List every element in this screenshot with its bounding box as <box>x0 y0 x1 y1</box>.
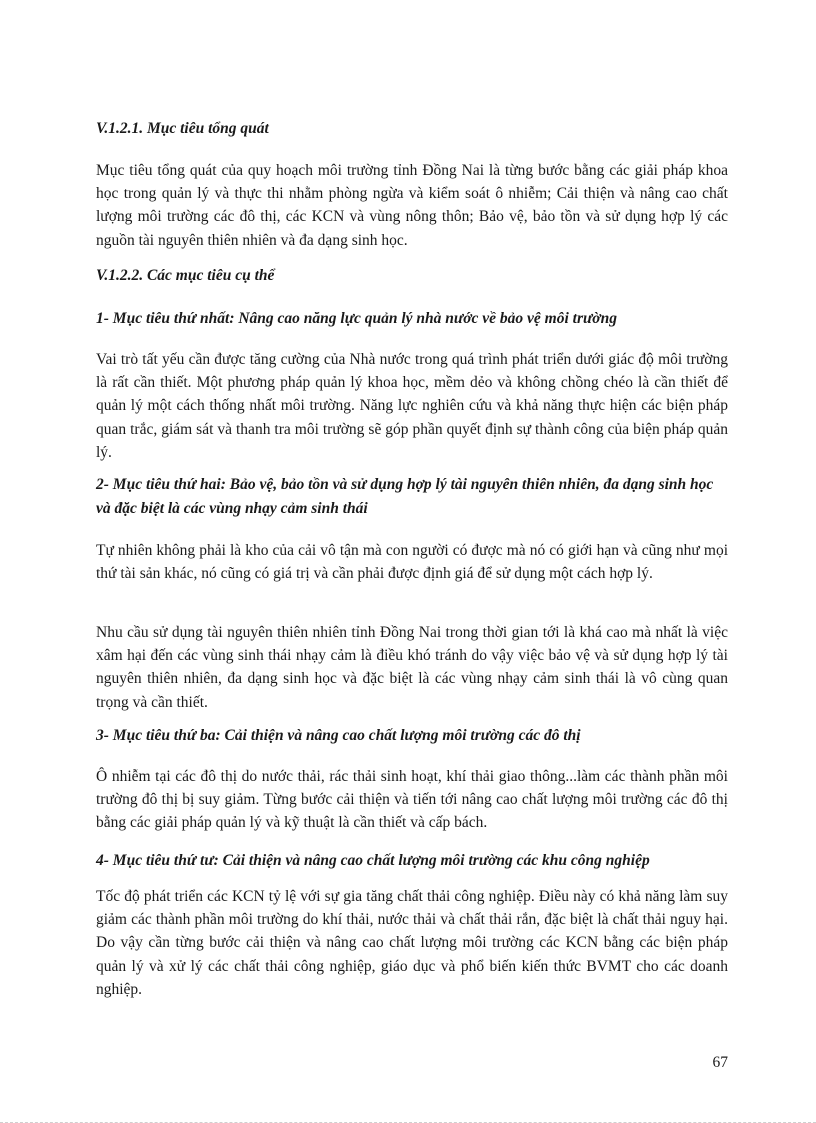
paragraph-objective-3: Ô nhiễm tại các đô thị do nước thải, rác thải sinh hoạt, khí thải giao thông...làm các thành phần môi trường đô thị bị suy giảm. Từng bước cải thiện và tiến tới nâng cao chất lượng môi trường các đô thị bằng các giải pháp quản lý và kỹ thuật là cần thiết và cấp bách. <box>96 768 728 832</box>
objective-heading-4: 4- Mục tiêu thứ tư: Cải thiện và nâng cao chất lượng môi trường các khu công nghiệp <box>96 852 650 869</box>
paragraph-objective-4: Tốc độ phát triển các KCN tỷ lệ với sự gia tăng chất thải công nghiệp. Điều này có khả năng làm suy giảm các thành phần môi trường do khí thải, nước thải và chất thải rắn, đặc biệt là chất thải nguy hại. Do vậy cần từng bước cải thiện và nâng cao chất lượng môi trường các KCN bằng các biện pháp quản lý và xử lý các chất thải công nghiệp, giáo dục và phổ biến kiến thức BVMT cho các doanh nghiệp. <box>96 888 728 998</box>
objective-heading-2: 2- Mục tiêu thứ hai: Bảo vệ, bảo tồn và sử dụng hợp lý tài nguyên thiên nhiên, đa dạng sinh học và đặc biệt là các vùng nhạy cảm sinh thái <box>96 476 714 517</box>
objective-heading-1: 1- Mục tiêu thứ nhất: Nâng cao năng lực quản lý nhà nước về bảo vệ môi trường <box>96 310 617 327</box>
paragraph-objective-2a: Tự nhiên không phải là kho của cải vô tận mà con người có được mà nó có giới hạn và cũng như mọi thứ tài sản khác, nó cũng có giá trị và cần phải được định giá để sử dụng một cách hợp lý. <box>96 542 728 583</box>
section-heading-specific-objectives: V.1.2.2. Các mục tiêu cụ thể <box>96 267 275 284</box>
paragraph-general-objective: Mục tiêu tổng quát của quy hoạch môi trường tỉnh Đồng Nai là từng bước bằng các giải pháp khoa học trong quản lý và thực thi nhằm phòng ngừa và kiểm soát ô nhiễm; Cải thiện và nâng cao chất lượng môi trường các đô thị, các KCN và vùng nông thôn; Bảo vệ, bảo tồn và sử dụng hợp lý các nguồn tài nguyên thiên nhiên và đa dạng sinh học. <box>96 162 728 249</box>
paragraph-objective-2b: Nhu cầu sử dụng tài nguyên thiên nhiên tỉnh Đồng Nai trong thời gian tới là khá cao mà nhất là việc xâm hại đến các vùng sinh thái nhạy cảm là điều khó tránh do vậy việc bảo vệ và sử dụng hợp lý tài nguyên thiên nhiên, đa dạng sinh học và đặc biệt là các vùng nhạy cảm sinh thái là vô cùng quan trọng và cần thiết. <box>96 624 728 711</box>
page-number: 67 <box>712 1054 728 1071</box>
objective-heading-3: 3- Mục tiêu thứ ba: Cải thiện và nâng cao chất lượng môi trường các đô thị <box>96 727 581 744</box>
section-heading-general-objective: V.1.2.1. Mục tiêu tổng quát <box>96 120 269 137</box>
paragraph-objective-1: Vai trò tất yếu cần được tăng cường của Nhà nước trong quá trình phát triển dưới giác độ môi trường là rất cần thiết. Một phương pháp quản lý khoa học, mềm dẻo và không chồng chéo là cần thiết để quản lý một cách thống nhất môi trường. Năng lực nghiên cứu và khả năng thực hiện các biện pháp quan trắc, giám sát và thanh tra môi trường sẽ góp phần quyết định sự thành công của biện pháp quản lý. <box>96 351 728 461</box>
